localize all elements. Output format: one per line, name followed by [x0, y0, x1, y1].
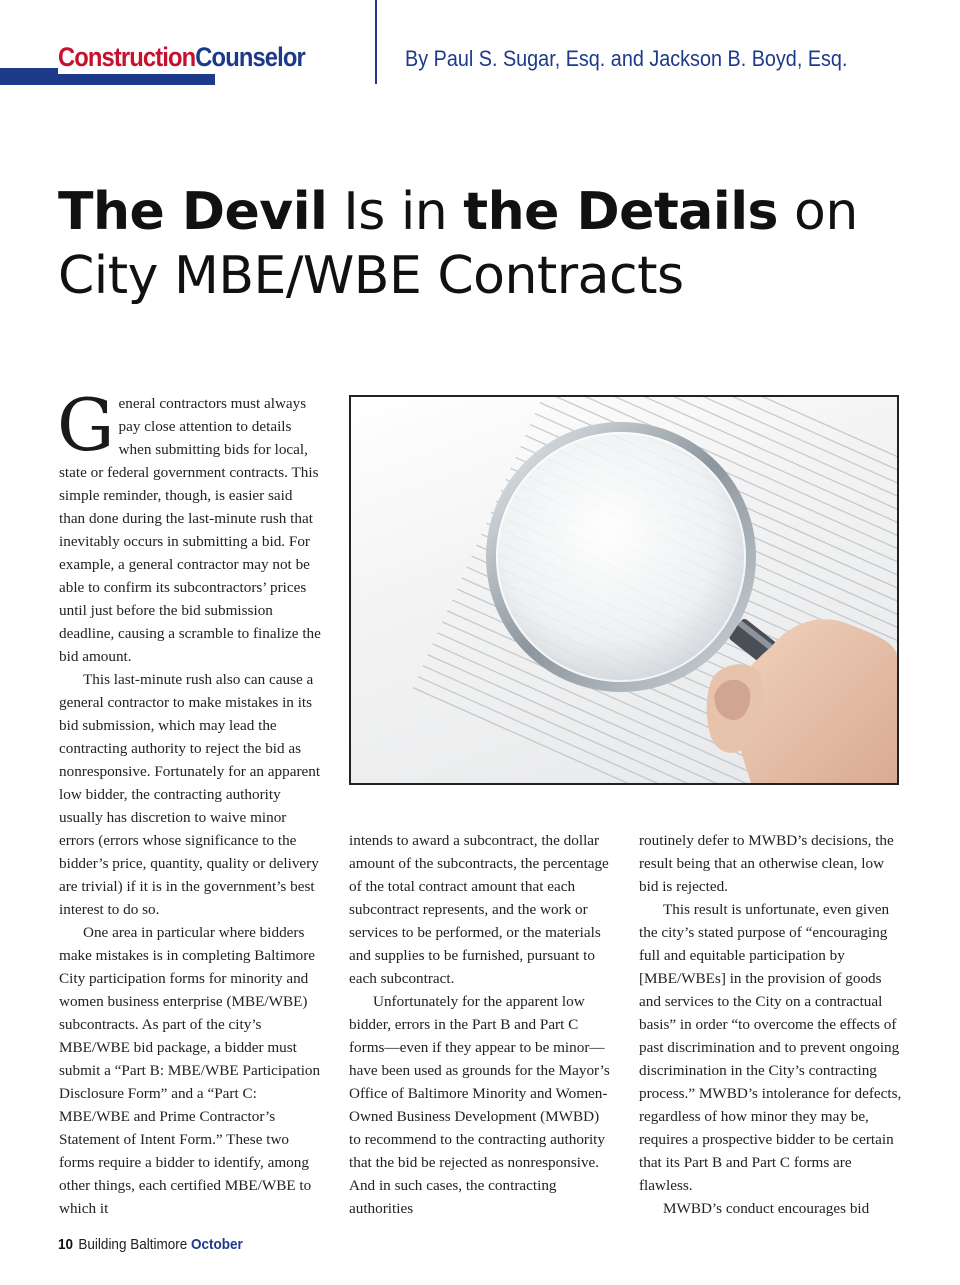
brand-counselor: Counselor [195, 42, 305, 72]
article-paragraph: intends to award a subcontract, the dollar amount of the subcontracts, the percentage of the total contract amount that each subcontract represents, and the work or services to be performed, or the materials and supplies to be furnished, pursuant to each subcontract. [349, 832, 609, 987]
title-part-1: The Devil [58, 182, 328, 242]
article-title [58, 180, 918, 308]
issue-month: October [190, 1236, 243, 1253]
title-part-4: on [778, 182, 858, 242]
article-column-2 [349, 829, 611, 1220]
title-part-5: City MBE/WBE Contracts [58, 246, 684, 306]
article-paragraph: One area in particular where bidders make mistakes is in completing Baltimore City participation forms for minority and women business enterprise (MBE/WBE) subcontracts. As part of the city’s MBE/WBE bid package, a bidder must submit a “Part B: MBE/WBE Participation Disclosure Form” and a “Part C: MBE/WBE and Prime Contractor’s Statement of Intent Form.” These two forms require a bidder to identify, among other things, each certified MBE/WBE to which it [59, 924, 321, 1217]
title-part-3: the Details [463, 182, 778, 242]
article-paragraph: routinely defer to MWBD’s decisions, the result being that an otherwise clean, low bid is rejected. [639, 832, 894, 895]
header-divider [375, 0, 377, 84]
author-byline: By Paul S. Sugar, Esq. and Jackson B. Boyd, Esq. [405, 46, 848, 71]
page-number: 10 [58, 1236, 74, 1253]
brand-construction: Construction [58, 42, 196, 72]
magnifying-glass-photo [349, 395, 899, 785]
magnifying-glass-icon [351, 397, 897, 783]
article-column-3 [639, 829, 904, 1220]
title-part-2: Is in [327, 182, 464, 242]
publication-name: Building Baltimore [78, 1236, 188, 1253]
article-paragraph: MWBD’s conduct encourages bid [663, 1200, 870, 1217]
page-footer [58, 1236, 243, 1253]
article-paragraph: This last-minute rush also can cause a general contractor to make mistakes in its bid submission, which may lead the contracting authority to reject the bid as nonresponsive. Fortunately for an apparent low bidder, the contracting authority usually has discretion to waive minor errors (errors whose significance to the bidder’s price, quantity, quality or delivery are trivial) if it is in the government’s best interest to do so. [59, 671, 321, 918]
article-paragraph: Unfortunately for the apparent low bidder, errors in the Part B and Part C forms—even if they appear to be minor—have been used as grounds for the Mayor’s Office of Baltimore Minority and Women-Owned Business Development (MWBD) to recommend to the contracting authority that the bid be rejected as nonresponsive. And in such cases, the contracting authorities [349, 993, 610, 1217]
drop-cap: G [57, 383, 115, 467]
article-column-1 [57, 383, 321, 1220]
column-brand-logo [58, 40, 310, 74]
article-paragraph [57, 383, 321, 668]
paragraph-text: eneral contractors must always pay close attention to details when submitting bids for local, state or federal government contracts. This simple reminder, though, is easier said than done during the last-minute rush that inevitably occurs in submitting a bid. For example, a general contractor may not be able to confirm its subcontractors’ prices until just before the bid submission deadline, causing a scramble to finalize the bid amount. [59, 395, 321, 665]
article-paragraph: This result is unfortunate, even given the city’s stated purpose of “encouraging full and equitable participation by [MBE/WBEs] in the provision of goods and services to the City on a contractual basis” in order “to overcome the effects of past discrimination and to prevent ongoing discrimination in the City’s contracting process.” MWBD’s intolerance for defects, regardless of how minor they may be, requires a prospective bidder to be certain that its Part B and Part C forms are flawless. [639, 901, 902, 1194]
